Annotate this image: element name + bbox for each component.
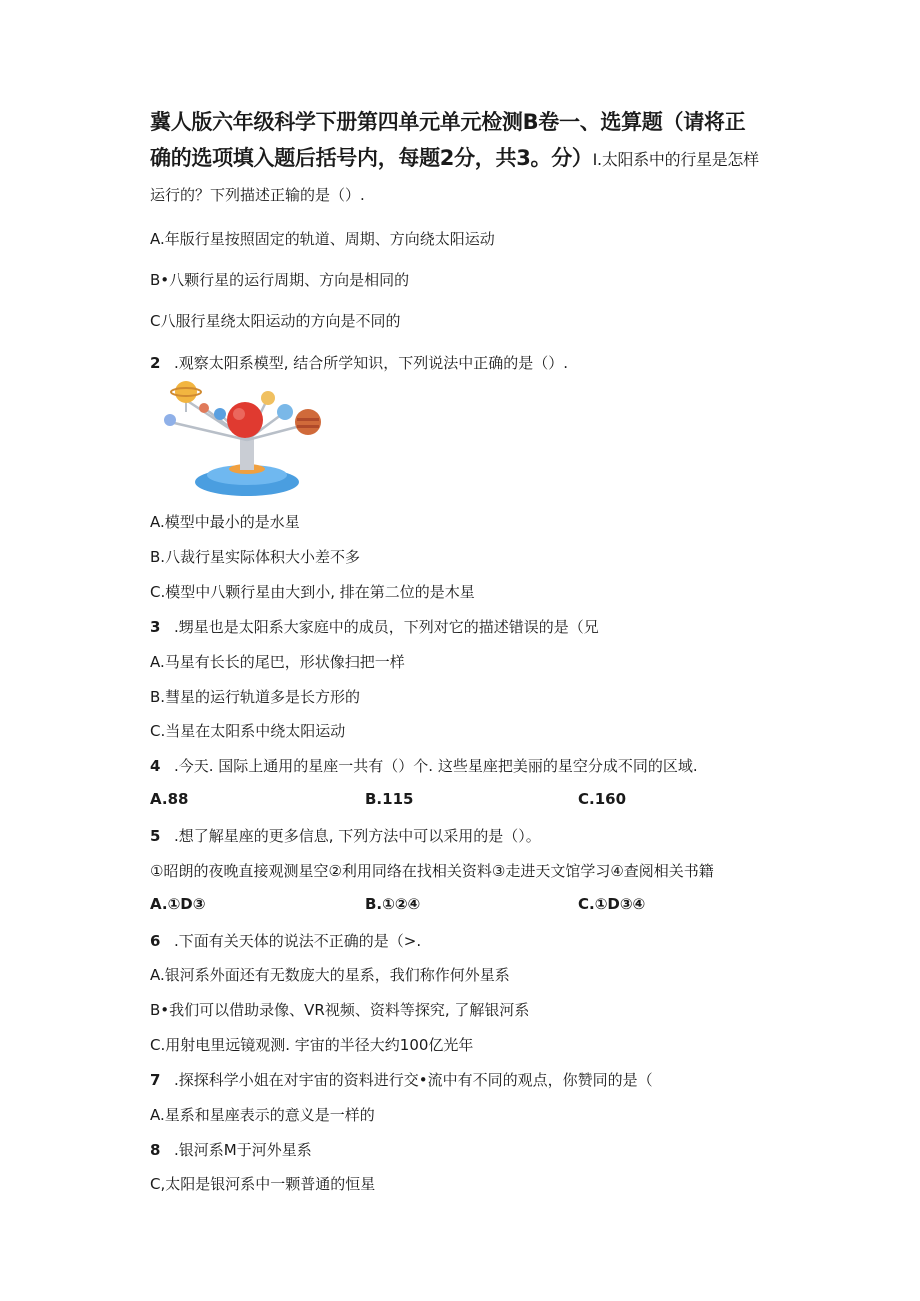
- q1-option-c: C八服行星绕太阳运动的方向是不同的: [150, 312, 401, 330]
- q1-option-b: B•八颗行星的运行周期、方向是相同的: [150, 271, 410, 289]
- q5-option-a: A.①D③: [150, 895, 206, 913]
- q1-option-a: A.年版行星按照固定的轨道、周期、方向绕太阳运动: [150, 230, 495, 248]
- q2-text: .观察太阳系模型, 结合所学知识，下列说法中正确的是（）.: [174, 354, 569, 372]
- q7-stem: [150, 1069, 653, 1090]
- q4-stem: [150, 755, 698, 776]
- q2-number: 2: [150, 354, 161, 372]
- exam-title: [150, 104, 765, 178]
- q6-option-b: B•我们可以借助录像、VR视频、资料等探究, 了解银河系: [150, 1001, 530, 1019]
- q8-option-c: C,太阳是银河系中一颗普通的恒星: [150, 1175, 376, 1193]
- q7-number: 7: [150, 1071, 161, 1089]
- q3-option-a: A.马星有长长的尾巴，形状像扫把一样: [150, 653, 405, 671]
- q2-option-b: B.八裁行星实际体积大小差不多: [150, 548, 361, 566]
- q8-stem: [150, 1139, 312, 1160]
- q8-text: .银河系M于河外星系: [174, 1141, 312, 1159]
- solar-system-model-image: [150, 378, 330, 498]
- q3-option-c: C.当星在太阳系中绕太阳运动: [150, 722, 346, 740]
- title-question-1: I.太阳系中的行星是怎样: [592, 150, 759, 169]
- q4-number: 4: [150, 757, 161, 775]
- question-1-stem-tail: 运行的？下列描述正输的是（）.: [150, 186, 365, 204]
- title-bold: 冀人版六年级科学下册第四单元单元检测B卷一、选算题（请将正确的选项填入题后括号内，每题2分，共3。分）: [150, 110, 746, 170]
- q4-option-a: A.88: [150, 790, 189, 808]
- q3-number: 3: [150, 618, 161, 636]
- q3-text: .甥星也是太阳系大家庭中的成员，下列对它的描述错误的是（兄: [174, 618, 599, 636]
- q2-option-c: C.模型中八颗行星由大到小, 排在第二位的是木星: [150, 583, 475, 601]
- q2-option-a: A.模型中最小的是水星: [150, 513, 300, 531]
- q7-text: .探探科学小姐在对宇宙的资料进行交•流中有不同的观点，你赞同的是（: [174, 1071, 653, 1089]
- q5-method-list: ①昭朗的夜晚直接观测星空②利用同络在找相关资料③走进天文馆学习④查阅相关书籍: [150, 862, 714, 880]
- q6-option-c: C.用射电里远镜观测. 宇宙的半径大约100亿光年: [150, 1036, 474, 1054]
- q5-text: .想了解星座的更多信息, 下列方法中可以采用的是（）。: [174, 827, 541, 845]
- q2-stem: [150, 352, 568, 373]
- q7-option-a: A.星系和星座表示的意义是一样的: [150, 1106, 375, 1124]
- q4-option-c: C.160: [578, 790, 627, 808]
- q5-option-b: B.①②④: [365, 895, 421, 913]
- q6-number: 6: [150, 932, 161, 950]
- q6-text: .下面有关天体的说法不正确的是（>.: [174, 932, 422, 950]
- q4-option-b: B.115: [365, 790, 414, 808]
- q6-option-a: A.银河系外面还有无数庞大的星系，我们称作何外星系: [150, 966, 510, 984]
- q8-number: 8: [150, 1141, 161, 1159]
- q3-option-b: B.彗星的运行轨道多是长方形的: [150, 688, 361, 706]
- q6-stem: [150, 930, 421, 951]
- q3-stem: [150, 616, 599, 637]
- q5-stem: [150, 825, 541, 846]
- q5-option-c: C.①D③④: [578, 895, 646, 913]
- q5-number: 5: [150, 827, 161, 845]
- q4-text: .今天. 国际上通用的星座一共有（）个. 这些星座把美丽的星空分成不同的区域.: [174, 757, 698, 775]
